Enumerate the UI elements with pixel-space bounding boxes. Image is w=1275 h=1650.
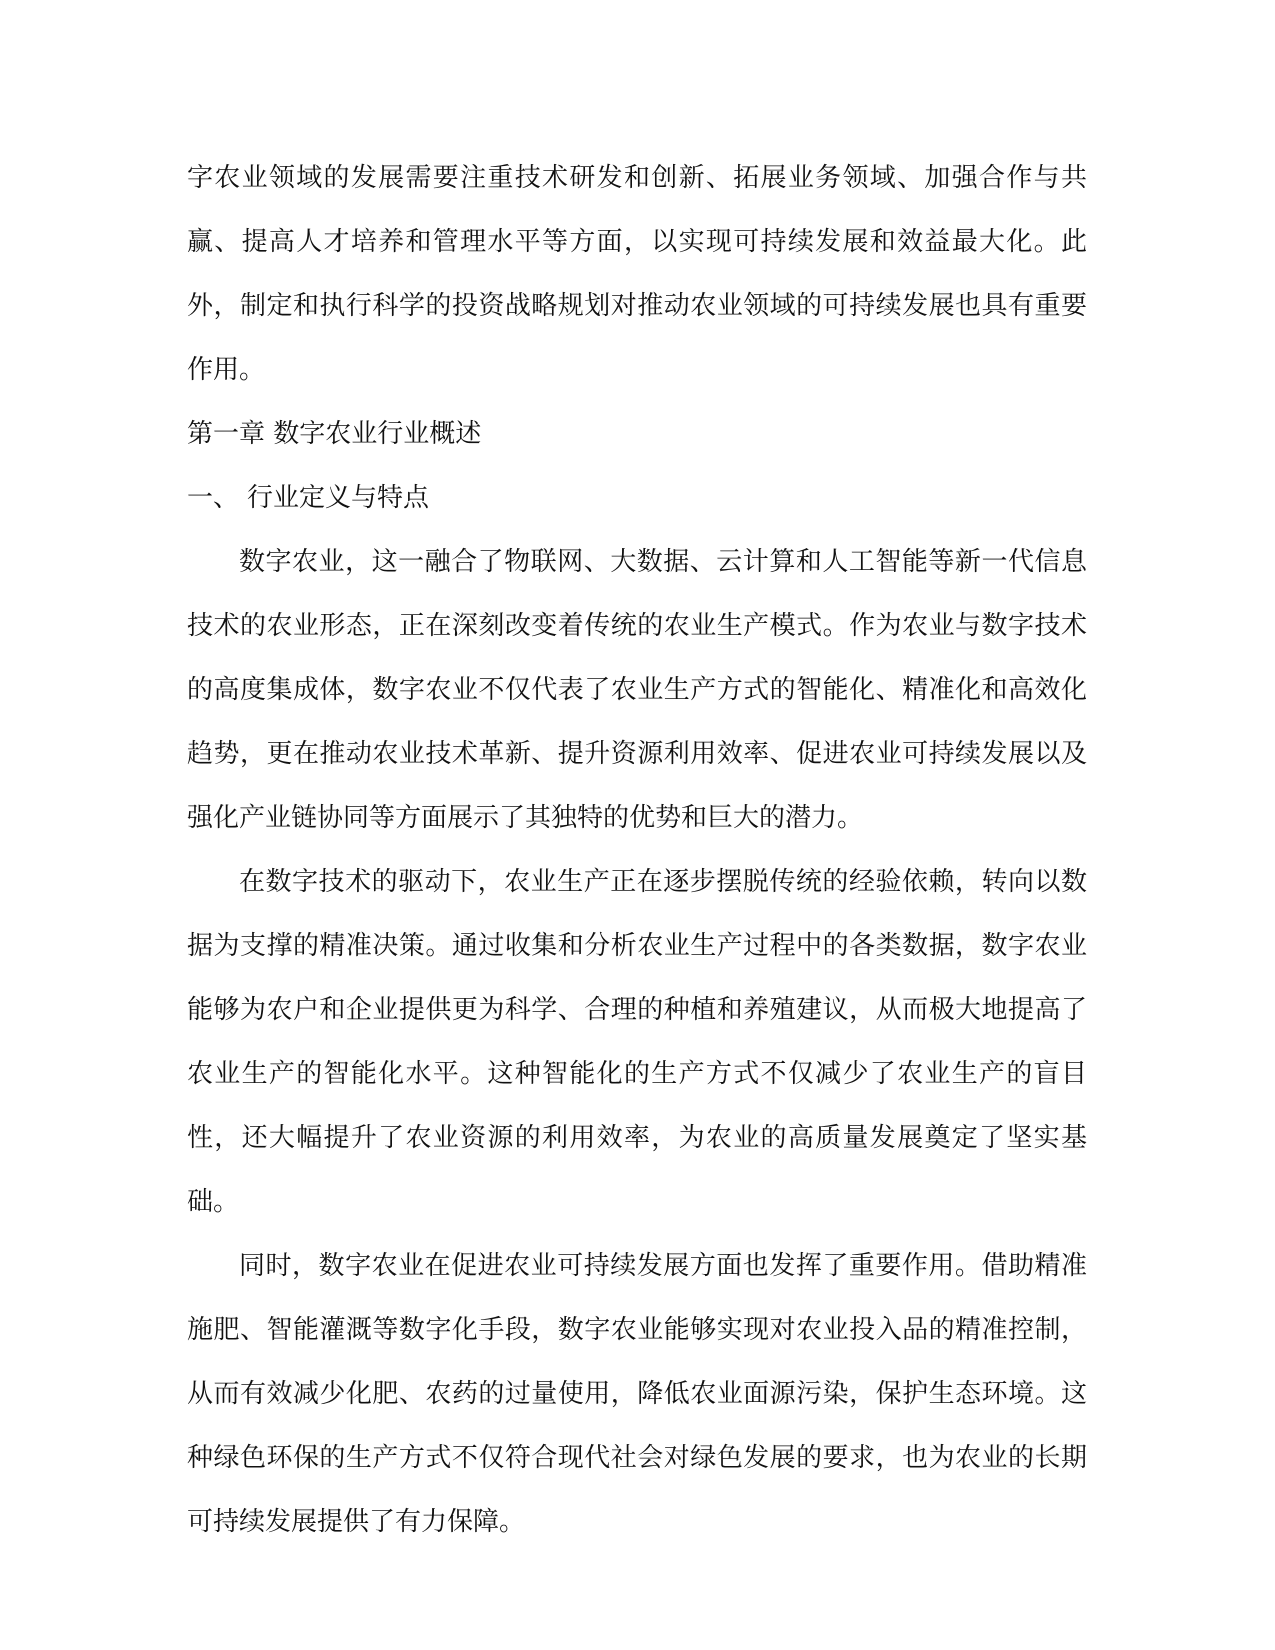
chapter-heading: 第一章 数字农业行业概述 bbox=[187, 419, 482, 449]
body-paragraph: 数字农业，这一融合了物联网、大数据、云计算和人工智能等新一代信息技术的农业形态，正在深刻改变着传统的农业生产模式。作为农业与数字技术的高度集成体，数字农业不仅代表了农业生产方式的智能化、精准化和高效化趋势，更在推动农业技术革新、提升资源利用效率、促进农业可持续发展以及强化产业链协同等方面展示了其独特的优势和巨大的潜力。 bbox=[187, 547, 1087, 833]
body-paragraph: 同时，数字农业在促进农业可持续发展方面也发挥了重要作用。借助精准施肥、智能灌溉等数字化手段，数字农业能够实现对农业投入品的精准控制，从而有效减少化肥、农药的过量使用，降低农业面源污染，保护生态环境。这种绿色环保的生产方式不仅符合现代社会对绿色发展的要求，也为农业的长期可持续发展提供了有力保障。 bbox=[187, 1251, 1087, 1537]
section-heading bbox=[187, 466, 1087, 530]
section-number: 一、 bbox=[187, 483, 240, 513]
intro-paragraph: 字农业领域的发展需要注重技术研发和创新、拓展业务领域、加强合作与共赢、提高人才培养和管理水平等方面，以实现可持续发展和效益最大化。此外，制定和执行科学的投资战略规划对推动农业领域的可持续发展也具有重要作用。 bbox=[187, 163, 1087, 385]
section-title: 行业定义与特点 bbox=[247, 483, 430, 513]
document-body bbox=[187, 146, 1087, 1554]
body-paragraph: 在数字技术的驱动下，农业生产正在逐步摆脱传统的经验依赖，转向以数据为支撑的精准决策。通过收集和分析农业生产过程中的各类数据，数字农业能够为农户和企业提供更为科学、合理的种植和养殖建议，从而极大地提高了农业生产的智能化水平。这种智能化的生产方式不仅减少了农业生产的盲目性，还大幅提升了农业资源的利用效率，为农业的高质量发展奠定了坚实基础。 bbox=[187, 867, 1087, 1217]
